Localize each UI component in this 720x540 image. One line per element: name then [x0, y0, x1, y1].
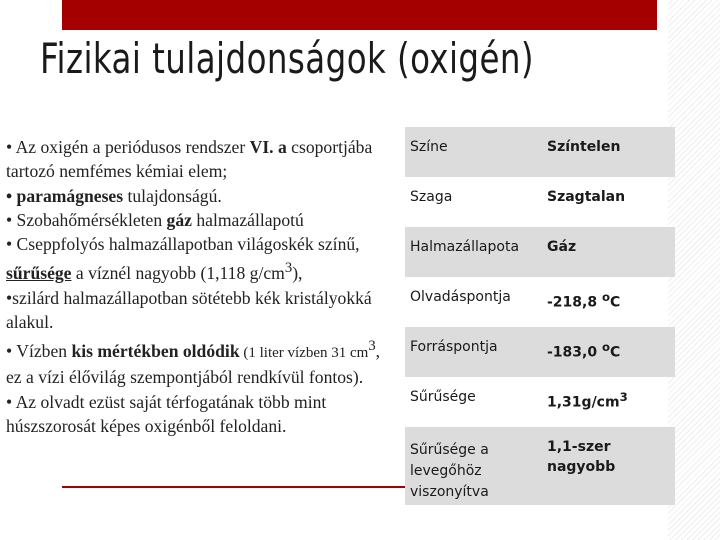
bullet-silver: • Az olvadt ezüst saját térfogatának több mint húszszorosát képes oxigénből feloldani. — [6, 391, 327, 436]
title-accent-bar — [62, 0, 657, 30]
slide-title: Fizikai tulajdonságok (oxigén) — [40, 34, 535, 83]
property-name: Sűrűsége — [410, 389, 476, 405]
property-name: Olvadáspontja — [410, 289, 511, 305]
property-name: Színe — [405, 127, 540, 177]
property-name: Sűrűsége a levegőhöz viszonyítva — [405, 427, 540, 505]
table-row — [405, 377, 675, 427]
bullet-gas-state: • Szobahőmérsékleten gáz halmazállapotú — [6, 209, 304, 230]
property-value: 1,1-szer nagyobb — [540, 427, 675, 505]
property-value: -183,0 $^o$C — [540, 327, 675, 377]
table-row — [405, 227, 675, 277]
table-row — [405, 277, 675, 327]
bullet-solid-state: •szilárd halmazállapotban sötétebb kék kristályokká alakul. — [6, 287, 372, 332]
table-row — [405, 427, 675, 505]
table-row — [405, 177, 675, 227]
property-name: Szaga — [410, 189, 453, 205]
property-value: -218,8 $^o$C — [547, 290, 621, 311]
table-row — [405, 327, 675, 377]
property-value: Gáz — [540, 227, 675, 277]
property-value: Szagtalan — [547, 189, 626, 205]
property-name: Forráspontja — [405, 327, 540, 377]
property-value: $1,31g/cm^3$ — [547, 390, 628, 411]
bullet-solubility: • Vízben kis mértékben oldódik (1 liter vízben 31 $cm^3$, ez a vízi élővilág szempontjából rendkívül fontos). — [6, 338, 381, 388]
bullet-paramagnetic: • paramágneses tulajdonságú. — [6, 185, 222, 206]
properties-table — [405, 127, 675, 505]
property-value: Színtelen — [540, 127, 675, 177]
bullet-liquid-state: • Cseppfolyós halmazállapotban világoskék színű, sűrűsége a víznél nagyobb (1,118 $g/cm^3$), — [6, 234, 360, 284]
property-name: Halmazállapota — [405, 227, 540, 277]
bullet-periodic-group: • Az oxigén a periódusos rendszer VI. a csoportjába tartozó nemfémes kémiai elem; — [6, 137, 373, 182]
table-row — [405, 127, 675, 177]
bullet-list — [6, 135, 398, 438]
